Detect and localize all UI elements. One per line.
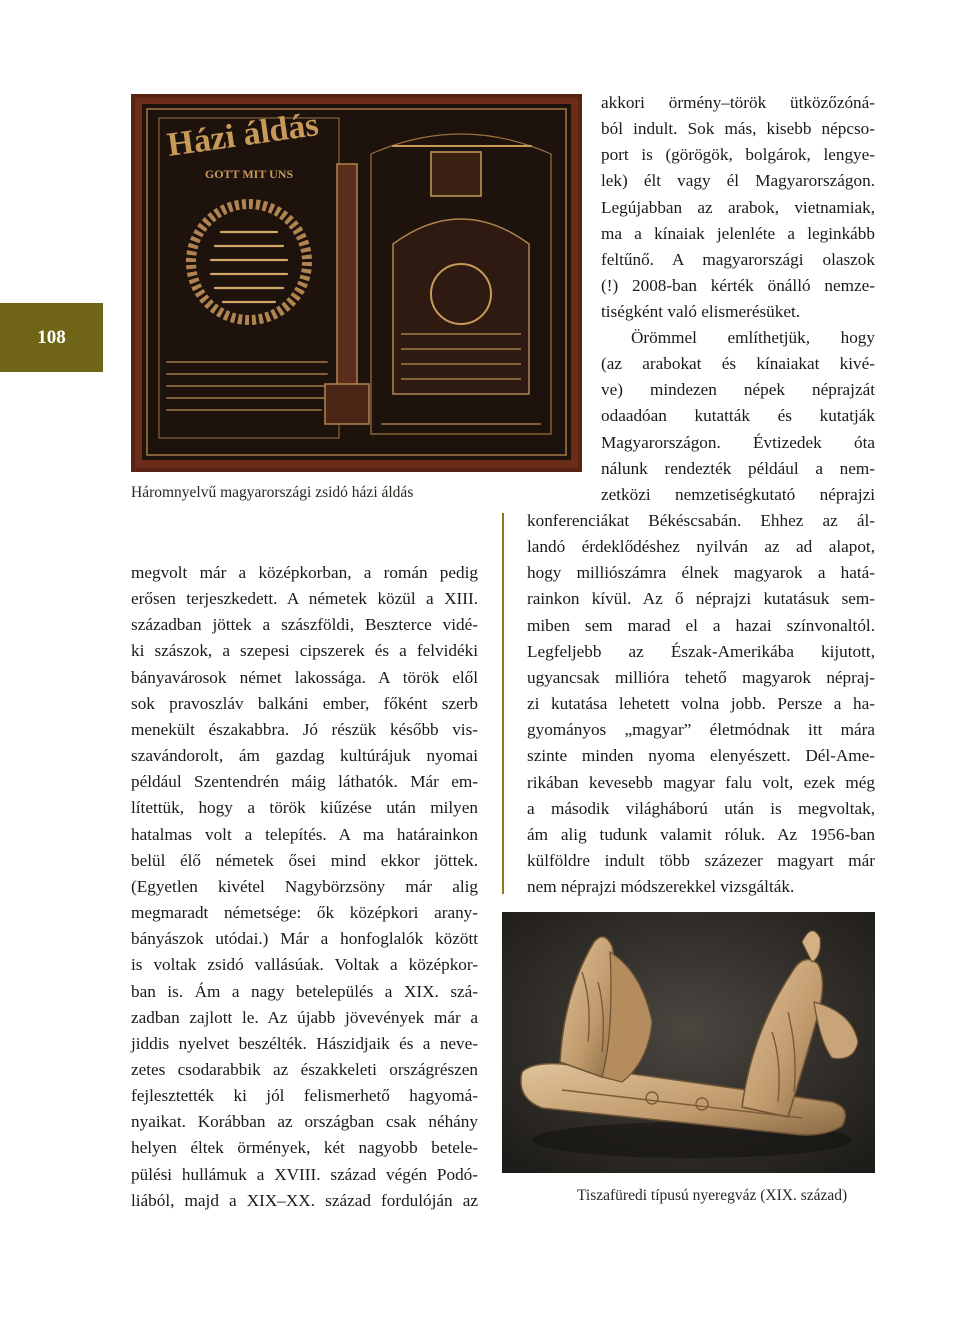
text-line: liából, majd a XIX–XX. század fordulóján az xyxy=(131,1190,478,1210)
text-line: ve) mindezen népek néprajzát xyxy=(601,380,875,400)
column-divider-rule xyxy=(502,513,504,894)
text-line: bányavárosok német lakossága. A török elől xyxy=(131,667,478,687)
text-line: Magyarországon. Évtizedek óta xyxy=(601,432,875,452)
text-line: (!) 2008-ban kérték önálló nemze- xyxy=(601,276,875,296)
text-line: a második világháború után is megvoltak, xyxy=(527,798,875,818)
saddle-frame-image xyxy=(502,912,875,1173)
text-line: rikában kevesebb magyar falu volt, ezek még xyxy=(527,772,875,792)
text-line: ban is. Ám a nagy betelepülés a XIX. szá- xyxy=(131,981,478,1001)
page-number-tab xyxy=(0,303,103,372)
text-line: miben sem marad el a hazai színvonaltól. xyxy=(527,615,875,635)
text-line: ma a kínaiak jelenléte a leginkább xyxy=(601,223,875,243)
text-line: ám alig tudunk valamit róluk. Az 1956-ban xyxy=(527,824,875,844)
text-line: akkori örmény–török ütközőzóná- xyxy=(601,93,875,112)
text-line: is voltak zsidó vallásúak. Voltak a középkor- xyxy=(131,955,478,975)
house-blessing-caption: Háromnyelvű magyarországi zsidó házi áldás xyxy=(131,484,414,501)
text-line: gyományos „magyar” életmódnak itt mára xyxy=(527,720,875,740)
text-line: port is (görögök, bolgárok, lengye- xyxy=(601,145,875,165)
text-line: fejlesztették ki jól felismerhető hagyomá- xyxy=(131,1086,478,1106)
text-line: feltűnő. A magyarországi olaszok xyxy=(601,249,875,269)
right-column-bottom-text xyxy=(527,508,875,900)
text-line: században jöttek a szászföldi, Beszterce vidé- xyxy=(131,615,478,635)
text-line: ugyancsak millióra tehető magyarok népraj- xyxy=(527,667,875,687)
text-line: odaadóan kutatták és kutatják xyxy=(601,406,875,426)
text-line: például Szentendrén máig láthatók. Már em- xyxy=(131,772,478,792)
text-line: hogy milliószámra élnek magyarok a hatá- xyxy=(527,563,875,583)
text-line: belül élő németek ősei mind ekkor jöttek. xyxy=(131,850,478,870)
text-line: külföldre indult több százezer magyart már xyxy=(527,851,875,871)
text-line: nálunk rendezték például a nem- xyxy=(601,458,875,478)
text-line: landó érdeklődéshez nyilván az ad alapot, xyxy=(527,537,875,557)
text-line: helyen éltek örmények, két nagyobb betele- xyxy=(131,1138,478,1158)
text-line: menekült északabbra. Jó részük később vis- xyxy=(131,719,478,739)
text-line: zetes csodarabbik az északkeleti országrészen xyxy=(131,1059,478,1079)
page-number: 108 xyxy=(37,326,66,348)
saddle-frame-caption: Tiszafüredi típusú nyeregváz (XIX. század) xyxy=(577,1187,848,1204)
text-line: Örömmel említhetjük, hogy xyxy=(631,328,875,347)
text-line: hatalmas volt a telepítés. A ma határainkon xyxy=(131,824,478,844)
text-line: ki szászok, a szepesi cipszerek és a felvidéki xyxy=(131,641,478,661)
house-blessing-image xyxy=(131,94,582,472)
text-line: zetközi nemzetiségkutató néprajzi xyxy=(601,484,875,504)
text-line: rainkon kívül. Az ő néprajzi kutatásuk sem- xyxy=(527,589,875,609)
text-line: pülési hullámuk a XVIII. század végén Podó- xyxy=(131,1164,478,1184)
text-line: szinte minden nyoma elenyészett. Dél-Ame- xyxy=(527,746,875,766)
text-line: Legújabban az arabok, vietnamiak, xyxy=(601,197,875,217)
text-line: zadban zajlott le. Az újabb jövevények már a xyxy=(131,1007,478,1027)
text-line: zi kutatása lehetett volna jobb. Persze a ha- xyxy=(527,694,875,714)
text-line: (Egyetlen kivétel Nagybörzsöny már alig xyxy=(131,876,478,896)
right-column-paragraph-two xyxy=(601,325,875,508)
text-line: szavándorolt, ám gazdag kultúrájuk nyomai xyxy=(131,746,478,766)
text-line: bányászok utódai.) Már a honfoglalók között xyxy=(131,929,478,949)
text-line: nyaikat. Korábban az országban csak néhány xyxy=(131,1112,478,1132)
text-line: megmaradt németsége: ők középkori arany- xyxy=(131,903,478,923)
text-line: tiségként való elismerésüket. xyxy=(601,302,801,322)
right-column-top-text xyxy=(601,90,875,325)
text-line: megvolt már a középkorban, a román pedig xyxy=(131,563,478,582)
blessing-subtitle-text: GOTT MIT UNS xyxy=(204,167,294,181)
text-line: lek) élt vagy él Magyarországon. xyxy=(601,171,875,191)
text-line: ból indult. Sok más, kisebb népcso- xyxy=(601,119,875,139)
text-line: konferenciákat Békéscsabán. Ehhez az ál- xyxy=(527,511,875,530)
text-line: erősen terjeszkedett. A németek közül a XIII. xyxy=(131,589,478,609)
text-line: Legfeljebb az Észak-Amerikába kijutott, xyxy=(527,641,875,661)
text-line: lítettük, hogy a török kiűzése után milyen xyxy=(131,798,478,818)
left-column-text xyxy=(131,560,478,1214)
blessing-title-text: Házi áldás xyxy=(164,106,321,164)
text-line: sok pravoszláv balkáni ember, főként szerb xyxy=(131,693,478,713)
text-line: (az arabokat és kínaiakat kivé- xyxy=(601,354,875,374)
text-line: jiddis nyelvet beszélték. Hászidjaik és a neve- xyxy=(131,1033,478,1053)
text-line: nem néprajzi módszerekkel vizsgálták. xyxy=(527,877,795,897)
